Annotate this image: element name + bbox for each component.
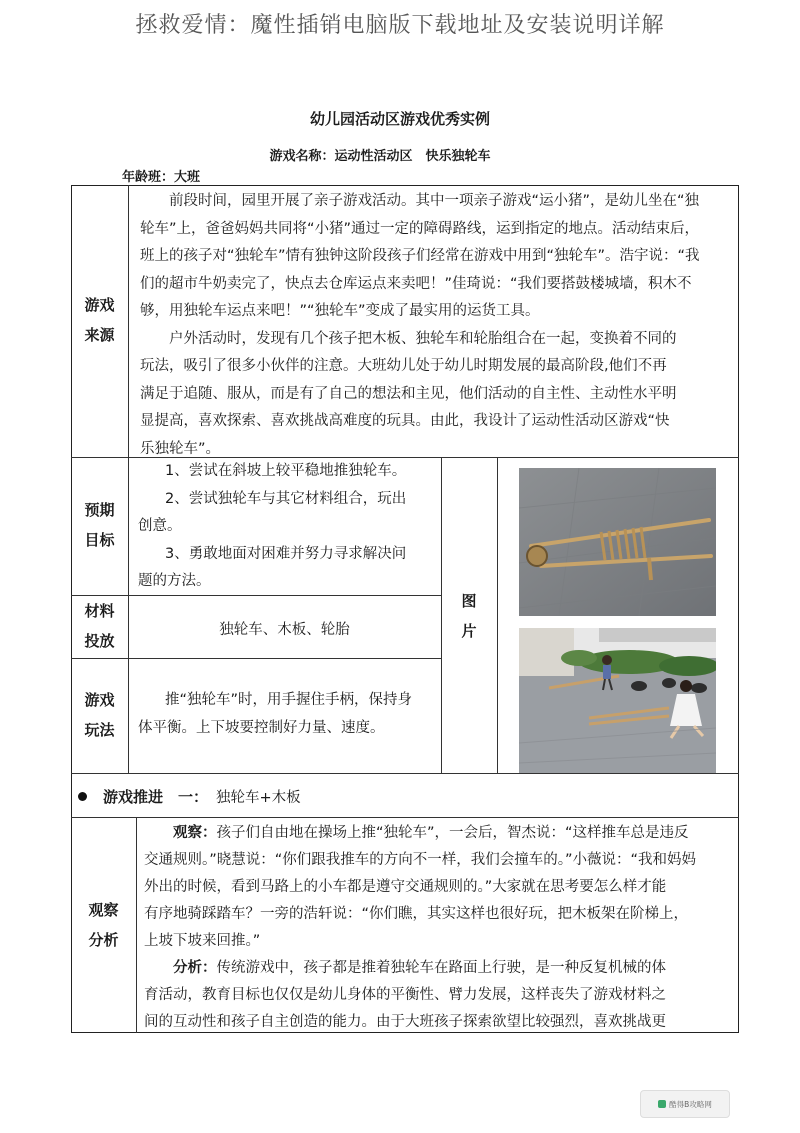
wheelbarrow-photo-image bbox=[519, 468, 716, 616]
children-photo-image bbox=[519, 628, 716, 773]
pictures-label-line-1: 图 bbox=[461, 592, 477, 610]
goal-line: 题的方法。 bbox=[138, 573, 211, 589]
goals-label-line-2: 目标 bbox=[84, 531, 115, 549]
observation-label bbox=[71, 895, 136, 955]
observation-line-text: 育活动，教育目标也仅仅是幼儿身体的平衡性、臂力发展，这样丧失了游戏材料之 bbox=[144, 987, 666, 1003]
section-subtitle: 独轮车+木板 bbox=[216, 790, 301, 806]
source-line: 玩法，吸引了很多小伙伴的注意。大班幼儿处于幼儿时期发展的最高阶段,他们不再 bbox=[140, 358, 667, 374]
source-line: 们的超市牛奶卖完了，快点去仓库运点来卖吧！”佳琦说：“我们要搭鼓楼城墙，积木不 bbox=[140, 275, 692, 292]
page-title: 拯救爱情：魔性插销电脑版下载地址及安装说明详解 bbox=[135, 13, 665, 38]
source-label-line-2: 来源 bbox=[84, 326, 115, 344]
play-label-line-2: 玩法 bbox=[84, 721, 115, 739]
observation-line bbox=[144, 874, 738, 901]
observation-line-text: 外出的时候，看到马路上的小车都是遵守交通规则的。”大家就在思考要怎么样才能 bbox=[144, 879, 667, 895]
play-label bbox=[71, 685, 128, 745]
source-label bbox=[71, 290, 128, 350]
source-text bbox=[140, 188, 736, 463]
bullet-icon bbox=[78, 792, 87, 801]
watermark-logo-icon bbox=[658, 1100, 666, 1108]
watermark-text: 酷得B攻略网 bbox=[669, 1099, 712, 1109]
document-title: 幼儿园活动区游戏优秀实例 bbox=[309, 110, 490, 128]
materials-text: 独轮车、木板、轮胎 bbox=[219, 622, 350, 638]
play-line: 推“独轮车”时，用手握住手柄，保持身 bbox=[165, 692, 413, 708]
observation-line bbox=[144, 847, 738, 874]
materials-label-line-2: 投放 bbox=[84, 632, 115, 650]
goal-line: 创意。 bbox=[138, 518, 182, 534]
observation-label-line-2: 分析 bbox=[88, 931, 119, 949]
observation-line bbox=[144, 955, 738, 982]
play-label-line-1: 游戏 bbox=[84, 691, 115, 709]
children-photo bbox=[519, 628, 716, 773]
goal-line: 2、尝试独轮车与其它材料组合，玩出 bbox=[165, 490, 407, 507]
age-group: 年龄班：大班 bbox=[122, 170, 201, 185]
goals-label bbox=[71, 495, 128, 555]
source-line: 显提高，喜欢探索、喜欢挑战高难度的玩具。由此，我设计了运动性活动区游戏“快 bbox=[140, 413, 670, 429]
picture-label-right-divider bbox=[497, 457, 498, 773]
observation-text bbox=[144, 820, 738, 1036]
label-column-divider-lower bbox=[136, 817, 137, 1033]
label-column-divider bbox=[128, 185, 129, 773]
source-line: 够，用独轮车运点来吧！”“独轮车”变成了最实用的运货工具。 bbox=[140, 303, 540, 319]
analysis-lead: 分析： bbox=[173, 960, 217, 976]
observation-line bbox=[144, 820, 738, 847]
watermark-badge bbox=[640, 1090, 730, 1118]
observation-line-text: 有序地骑踩踏车？一旁的浩轩说：“你们瞧，其实这样也很好玩，把木板架在阶梯上， bbox=[144, 906, 689, 922]
observation-line bbox=[144, 901, 738, 928]
goals-label-line-1: 预期 bbox=[84, 501, 115, 519]
observation-lead: 观察： bbox=[173, 825, 217, 841]
materials-label bbox=[71, 596, 128, 656]
row-divider-materials bbox=[71, 658, 441, 659]
source-line: 班上的孩子对“独轮车”情有独钟这阶段孩子们经常在游戏中用到“独轮车”。浩宇说：“我 bbox=[140, 248, 700, 264]
observation-line-text: 间的互动性和孩子自主创造的能力。由于大班孩子探索欲望比较强烈，喜欢挑战更 bbox=[144, 1014, 666, 1030]
materials-label-line-1: 材料 bbox=[84, 602, 115, 620]
goal-line: 3、勇敢地面对困难并努力寻求解决问 bbox=[165, 545, 407, 562]
play-line: 体平衡。上下坡要控制好力量、速度。 bbox=[138, 719, 385, 736]
source-line: 乐独轮车”。 bbox=[140, 440, 221, 457]
section-heading bbox=[78, 786, 301, 807]
observation-line-text: 交通规则。”晓慧说：“你们跟我推车的方向不一样，我们会撞车的。”小薇说：“我和妈妈 bbox=[144, 852, 697, 868]
observation-label-line-1: 观察 bbox=[88, 901, 119, 919]
wheelbarrow-photo bbox=[519, 468, 716, 616]
source-line: 前段时间，园里开展了亲子游戏活动。其中一项亲子游戏“运小猪”，是幼儿坐在“独 bbox=[169, 193, 700, 209]
observation-line-text: 孩子们自由地在操场上推“独轮车”，一会后，智杰说：“这样推车总是违反 bbox=[216, 825, 689, 841]
source-label-line-1: 游戏 bbox=[84, 296, 115, 314]
row-divider-play bbox=[71, 773, 739, 774]
pictures-label bbox=[441, 586, 497, 646]
observation-line-text: 传统游戏中，孩子都是推着独轮车在路面上行驶，是一种反复机械的体 bbox=[216, 960, 666, 976]
row-divider-section bbox=[71, 817, 739, 818]
goal-line: 1、尝试在斜坡上较平稳地推独轮车。 bbox=[165, 463, 407, 479]
observation-line bbox=[144, 982, 738, 1009]
source-line: 轮车”上，爸爸妈妈共同将“小猪”通过一定的障碍路线，运到指定的地点。活动结束后， bbox=[140, 220, 700, 237]
observation-line-text: 上坡下坡来回推。” bbox=[144, 933, 261, 949]
observation-line bbox=[144, 928, 738, 955]
goals-text bbox=[138, 458, 438, 596]
pictures-label-line-2: 片 bbox=[461, 622, 477, 640]
section-title: 游戏推进 一： bbox=[103, 788, 209, 806]
observation-line bbox=[144, 1009, 738, 1036]
play-text bbox=[138, 687, 438, 742]
source-line: 户外活动时，发现有几个孩子把木板、独轮车和轮胎组合在一起，变换着不同的 bbox=[169, 330, 677, 347]
game-name: 游戏名称：运动性活动区 快乐独轮车 bbox=[269, 149, 491, 164]
source-line: 满足于追随、服从，而是有了自己的想法和主见，他们活动的自主性、主动性水平明 bbox=[140, 385, 677, 402]
